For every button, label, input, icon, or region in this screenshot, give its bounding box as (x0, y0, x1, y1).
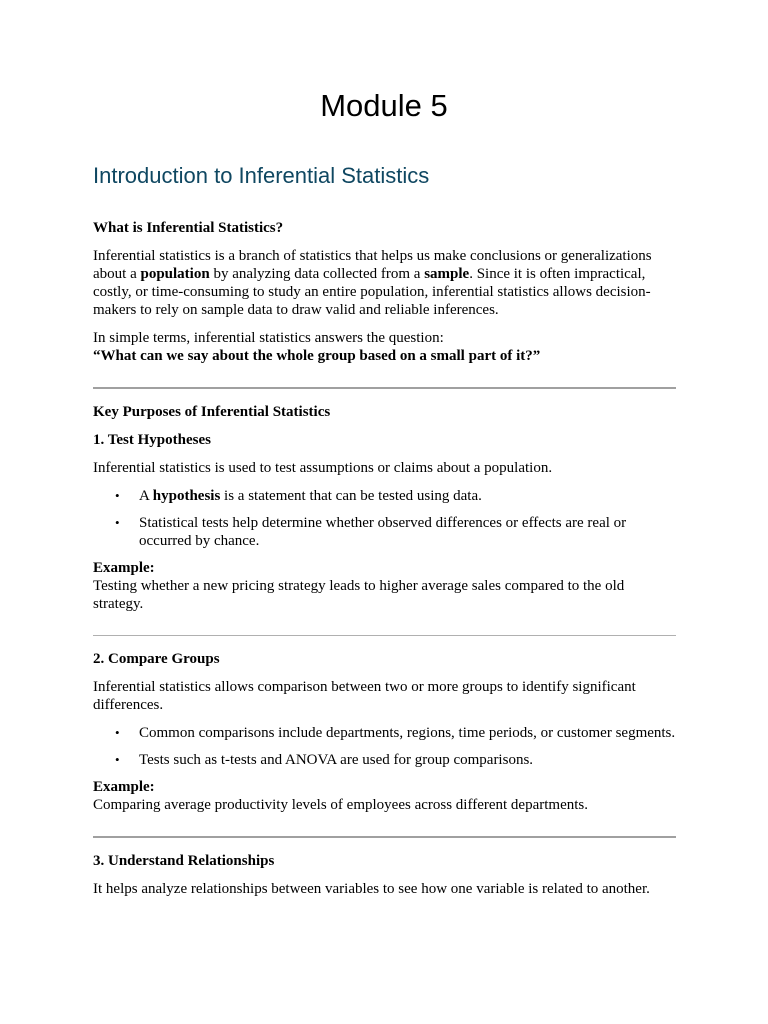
bullet-icon: • (115, 725, 120, 740)
list-item: • Tests such as t-tests and ANOVA are used for group comparisons. (115, 752, 534, 768)
list-item: • Statistical tests help determine whether observed differences or effects are real or occurred by chance. (115, 515, 627, 549)
intro-paragraph: Inferential statistics is a branch of statistics that helps us make conclusions or generalizations about a population by analyzing data collected from a sample. Since it is often impractical, costly, or time-consuming to study an entire population, inferential statistics allows decision-makers to rely on sample data to draw valid and reliable inferences. (93, 248, 652, 318)
divider (93, 836, 676, 838)
purpose-2-title: 2. Compare Groups (93, 651, 220, 667)
list-item: • Common comparisons include departments, regions, time periods, or customer segments. (115, 725, 676, 741)
purpose-1-bullet-list (93, 487, 676, 550)
purpose-3-title: 3. Understand Relationships (93, 853, 275, 869)
example-label: Example: (93, 560, 155, 576)
divider (93, 635, 676, 636)
purposes-heading: Key Purposes of Inferential Statistics (93, 404, 331, 420)
purpose-2-description: Inferential statistics allows comparison between two or more groups to identify significant differences. (93, 679, 636, 713)
intro-question: What is Inferential Statistics? (93, 220, 284, 236)
purpose-3-description: It helps analyze relationships between variables to see how one variable is related to another. (93, 881, 650, 897)
list-item: • A hypothesis is a statement that can be tested using data. (115, 488, 482, 504)
purpose-2-bullet-list (93, 724, 676, 769)
example-text: Comparing average productivity levels of employees across different departments. (93, 797, 588, 813)
example-label: Example: (93, 779, 155, 795)
simple-terms-text: In simple terms, inferential statistics answers the question: (93, 330, 444, 346)
bullet-icon: • (115, 488, 120, 503)
document-body (93, 219, 676, 898)
divider (93, 387, 676, 389)
bullet-icon: • (115, 752, 120, 767)
key-question-quote: “What can we say about the whole group based on a small part of it?” (93, 348, 541, 364)
page-title: Module 5 (320, 88, 448, 123)
bullet-icon: • (115, 515, 120, 530)
purpose-1-title: 1. Test Hypotheses (93, 432, 211, 448)
section-heading: Introduction to Inferential Statistics (93, 163, 430, 188)
purpose-1-description: Inferential statistics is used to test assumptions or claims about a population. (93, 460, 553, 476)
example-text: Testing whether a new pricing strategy leads to higher average sales compared to the old strategy. (93, 578, 625, 612)
